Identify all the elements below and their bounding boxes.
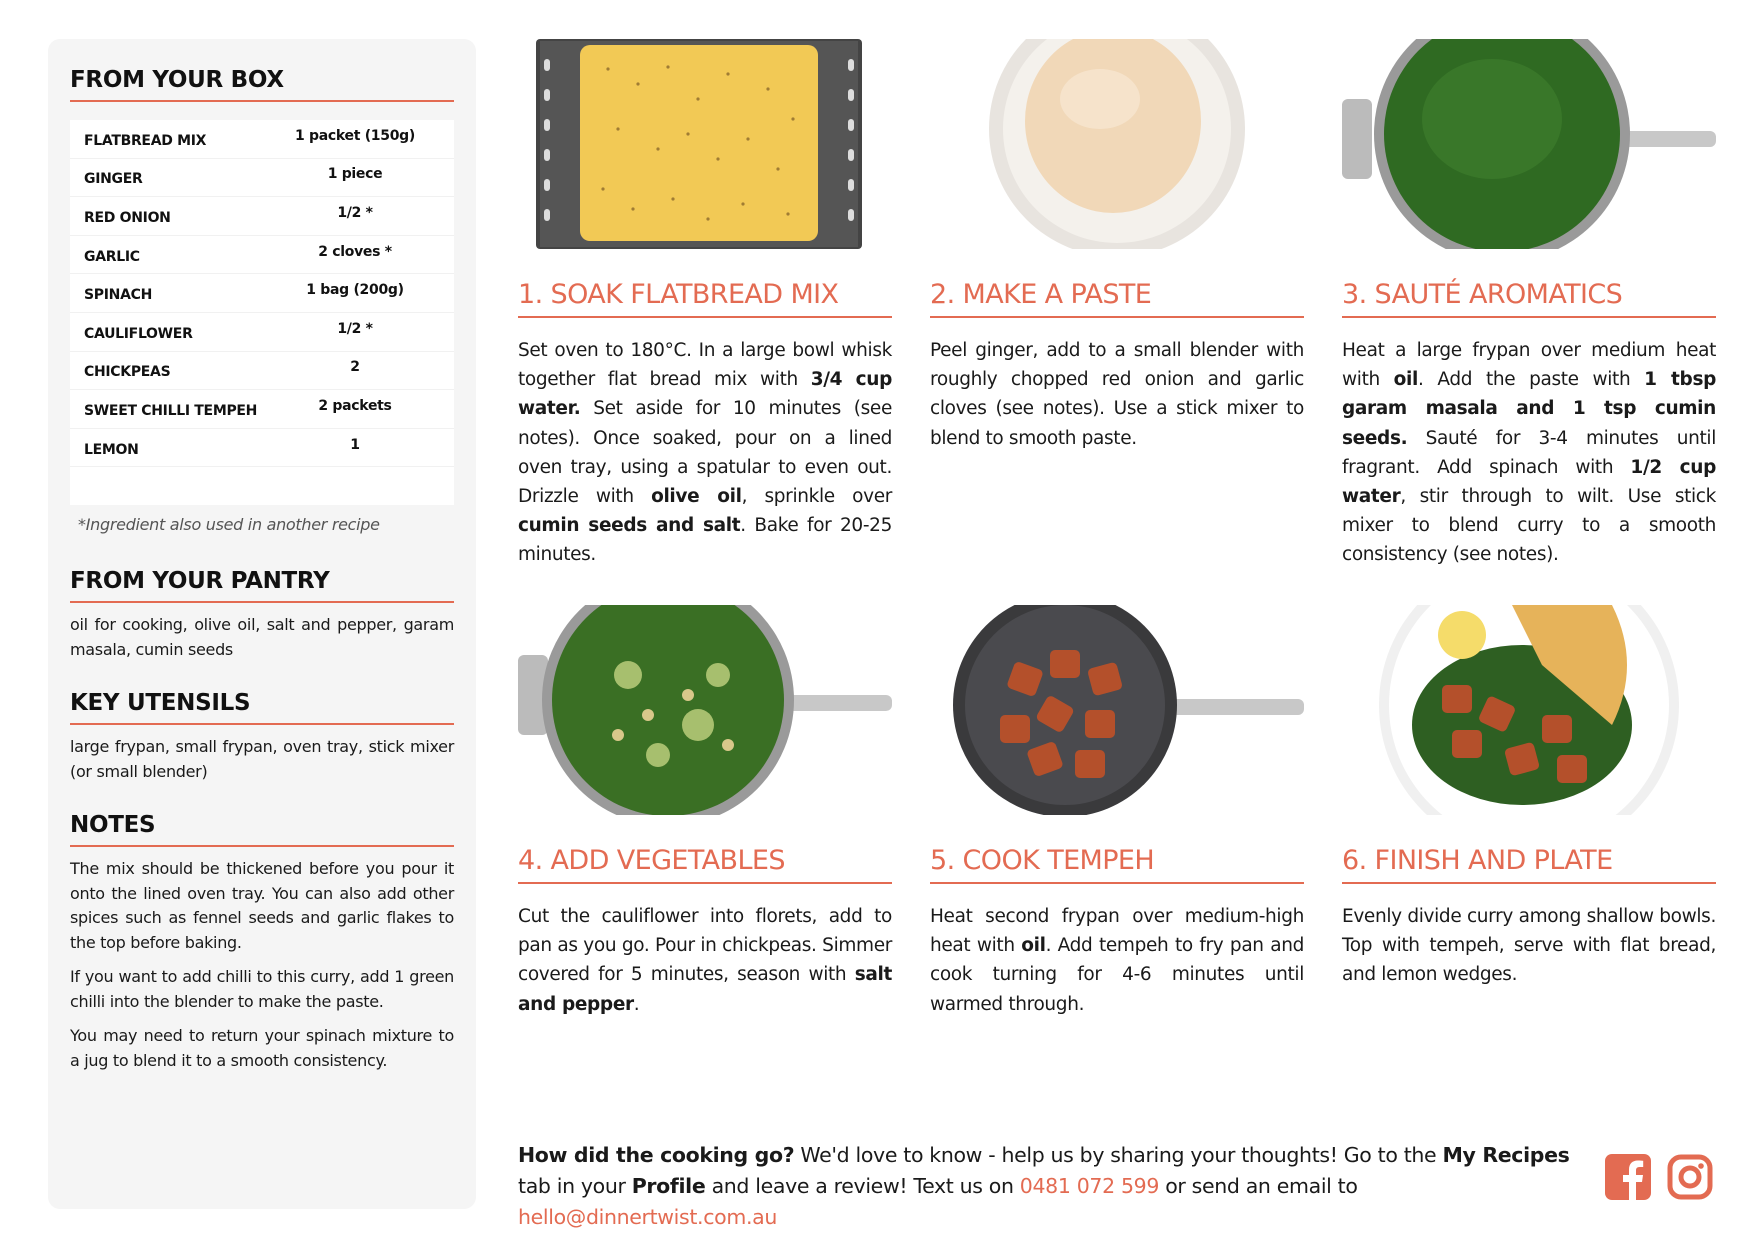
ingredient-name: SWEET CHILLI TEMPEH — [84, 402, 258, 419]
sidebar — [48, 39, 476, 1209]
step-6-photo — [1342, 605, 1716, 815]
step-text-segment: . — [633, 993, 640, 1015]
ingredient-row — [70, 429, 454, 468]
ingredient-name: CHICKPEAS — [84, 364, 171, 381]
step-2-photo — [930, 39, 1304, 249]
step-3-photo — [1342, 39, 1716, 249]
step-5 — [930, 605, 1304, 1019]
step-text-segment: Set aside for 10 minutes (see notes). Once soaked, pour on a lined oven tray, using a spatular to even out. Drizzle with — [518, 398, 892, 508]
step-text-segment: Sauté for 3-4 minutes until fragrant. Add spinach with — [1342, 427, 1716, 478]
ingredient-qty: 1 packet (150g) — [295, 127, 415, 144]
ingredient-row — [70, 274, 454, 313]
note-paragraph: You may need to return your spinach mixture to a jug to blend it to a smooth consistency. — [70, 1026, 454, 1070]
step-text-segment: . Add the paste with — [1418, 369, 1645, 391]
step-text-bold: 3/4 cup water. — [518, 369, 892, 420]
ingredient-qty: 2 packets — [318, 397, 392, 414]
step-text-segment: , sprinkle over — [741, 486, 893, 508]
step-text-bold: olive oil — [651, 486, 742, 508]
note-paragraph: If you want to add chilli to this curry, add 1 green chilli into the blender to make the paste. — [70, 967, 454, 1011]
ingredient-row — [70, 313, 454, 352]
box-title: FROM YOUR BOX — [70, 67, 454, 102]
utensils-text: large frypan, small frypan, oven tray, stick mixer (or small blender) — [70, 737, 454, 781]
step-5-photo — [930, 605, 1304, 815]
ingredient-qty: 1/2 * — [337, 320, 373, 337]
step-text-bold: oil — [1393, 369, 1419, 391]
note-paragraph: The mix should be thickened before you pour it onto the lined oven tray. You can also add other spices such as fennel seeds and garlic flakes to the top before baking. — [70, 859, 454, 952]
ingredient-name: SPINACH — [84, 287, 152, 304]
step-2-title: 2. MAKE A PASTE — [930, 279, 1304, 318]
ingredient-table — [70, 120, 454, 505]
step-text-bold: cumin seeds and salt — [518, 515, 741, 537]
ingredient-name: GARLIC — [84, 248, 140, 265]
step-text-segment: . Add tempeh to fry pan and cook turning for 4-6 minutes until warmed through. — [930, 935, 1304, 1015]
ingredient-qty: 1/2 * — [337, 204, 373, 221]
ingredient-row — [70, 120, 454, 159]
step-text-bold: oil — [1021, 935, 1046, 957]
ingredient-qty: 1 — [350, 436, 360, 453]
ingredient-row — [70, 236, 454, 275]
profile-link[interactable]: Profile — [631, 1174, 706, 1198]
step-3-title: 3. SAUTÉ AROMATICS — [1342, 279, 1716, 318]
ingredient-name: RED ONION — [84, 209, 171, 226]
ingredient-name: LEMON — [84, 441, 139, 458]
step-4-title: 4. ADD VEGETABLES — [518, 845, 892, 884]
notes-text — [70, 857, 454, 1073]
facebook-icon[interactable] — [1605, 1154, 1651, 1200]
email-link[interactable]: hello@dinnertwist.com.au — [518, 1205, 777, 1229]
ingredient-row — [70, 159, 454, 198]
step-text-segment: , stir through to wilt. Use stick mixer to blend curry to a smooth consistency (see notes). — [1342, 486, 1716, 566]
pantry-section — [70, 568, 454, 662]
ingredient-row-empty — [70, 467, 454, 505]
utensils-section — [70, 690, 454, 784]
step-text-segment: Heat a large frypan over medium heat with — [1342, 340, 1716, 391]
ingredient-qty: 1 bag (200g) — [306, 282, 404, 299]
step-5-title: 5. COOK TEMPEH — [930, 845, 1304, 884]
step-text-segment: Set oven to 180°C. In a large bowl whisk together flat bread mix with — [518, 340, 892, 391]
feedback-footer — [518, 1140, 1578, 1233]
ingredient-qty: 2 cloves * — [318, 243, 392, 260]
my-recipes-link[interactable]: My Recipes — [1442, 1143, 1570, 1167]
ingredient-row — [70, 197, 454, 236]
phone-link[interactable]: 0481 072 599 — [1019, 1174, 1160, 1198]
step-6-title: 6. FINISH AND PLATE — [1342, 845, 1716, 884]
step-3-text — [1342, 336, 1716, 570]
step-4 — [518, 605, 892, 1019]
step-4-text — [518, 902, 892, 1019]
ingredient-name: FLATBREAD MIX — [84, 132, 207, 149]
step-2 — [930, 39, 1304, 453]
ingredient-name: CAULIFLOWER — [84, 325, 193, 342]
step-text-segment: . Bake for 20-25 minutes. — [518, 515, 892, 566]
ingredient-name: GINGER — [84, 171, 143, 188]
step-6-text — [1342, 902, 1716, 990]
step-1-photo — [518, 39, 892, 249]
step-1-title: 1. SOAK FLATBREAD MIX — [518, 279, 892, 318]
step-text-bold: 1/2 cup water — [1342, 456, 1716, 508]
ingredient-qty: 2 — [350, 359, 360, 376]
step-text-segment: Cut the cauliflower into florets, add to pan as you go. Pour in chickpeas. Simmer covered for 5 minutes, season with — [518, 906, 892, 986]
footer-text: We'd love to know - help us by sharing your thoughts! Go to the — [794, 1143, 1443, 1167]
footer-text: tab in your — [518, 1174, 632, 1198]
step-text-bold: 1 tbsp garam masala and 1 tsp cumin seeds. — [1342, 369, 1716, 449]
ingredient-note: *Ingredient also used in another recipe — [78, 515, 380, 535]
step-text-segment: Heat second frypan over medium-high heat with — [930, 906, 1304, 957]
step-4-photo — [518, 605, 892, 815]
instagram-icon[interactable] — [1667, 1154, 1713, 1200]
step-text-segment: Peel ginger, add to a small blender with roughly chopped red onion and garlic cloves (see notes). Use a stick mixer to blend to smooth paste. — [930, 340, 1304, 449]
footer-question: How did the cooking go? — [518, 1143, 795, 1167]
step-3 — [1342, 39, 1716, 570]
ingredient-qty: 1 piece — [327, 166, 383, 183]
step-text-segment: Evenly divide curry among shallow bowls. Top with tempeh, serve with flat bread, and lemon wedges. — [1342, 906, 1716, 986]
pantry-text: oil for cooking, olive oil, salt and pepper, garam masala, cumin seeds — [70, 615, 454, 659]
utensils-title: KEY UTENSILS — [70, 690, 454, 725]
ingredient-row — [70, 390, 454, 429]
step-text-bold: salt and pepper — [518, 964, 892, 1015]
ingredient-row — [70, 352, 454, 391]
step-5-text — [930, 902, 1304, 1019]
pantry-title: FROM YOUR PANTRY — [70, 568, 454, 603]
notes-title: NOTES — [70, 812, 454, 847]
footer-text: and leave a review! Text us on — [705, 1174, 1020, 1198]
step-2-text — [930, 336, 1304, 453]
step-6 — [1342, 605, 1716, 990]
notes-section — [70, 812, 454, 1073]
step-1 — [518, 39, 892, 570]
footer-text: or send an email to — [1159, 1174, 1358, 1198]
step-1-text — [518, 336, 892, 570]
